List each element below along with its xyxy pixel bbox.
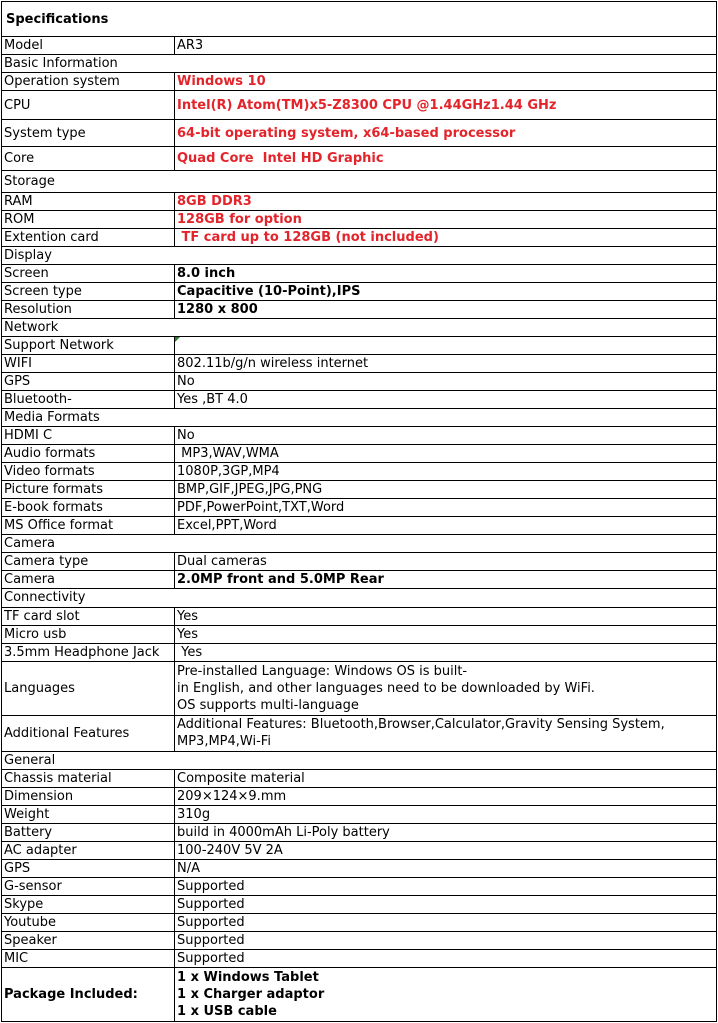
spec-label: WIFI (2, 355, 175, 373)
spec-value-text: No (177, 428, 195, 444)
specifications-table (1, 1, 717, 1022)
spec-value-line: in English, and other languages need to be downloaded by WiFi. (177, 680, 595, 696)
spec-row (2, 391, 717, 409)
spec-row (2, 607, 717, 625)
spec-value (175, 913, 717, 931)
spec-label: Audio formats (2, 445, 175, 463)
spec-value-text: PDF,PowerPoint,TXT,Word (177, 500, 345, 516)
spec-value-text: 209×124×9.mm (177, 788, 287, 804)
spec-label: Screen type (2, 283, 175, 301)
section-heading: Display (2, 247, 717, 265)
spec-row (2, 661, 717, 715)
spec-row (2, 463, 717, 481)
section-row (2, 751, 717, 769)
spec-label: Model (2, 37, 175, 55)
spec-label: MIC (2, 949, 175, 967)
spec-value-text: 1280 x 800 (177, 302, 258, 318)
section-row (2, 589, 717, 607)
table-title: Specifications (2, 2, 717, 37)
spec-value (175, 445, 717, 463)
spec-value (175, 373, 717, 391)
spec-row (2, 841, 717, 859)
spec-row (2, 445, 717, 463)
spec-row (2, 481, 717, 499)
spec-label: Bluetooth- (2, 391, 175, 409)
spec-value (175, 625, 717, 643)
spec-value (175, 769, 717, 787)
spec-value-text: build in 4000mAh Li-Poly battery (177, 824, 390, 840)
spec-value (175, 355, 717, 373)
spec-row (2, 337, 717, 355)
spec-value (175, 211, 717, 229)
spec-row (2, 301, 717, 319)
spec-row (2, 229, 717, 247)
spec-value (175, 283, 717, 301)
spec-value (175, 571, 717, 589)
spec-value (175, 427, 717, 445)
spec-value-text: Quad Core Intel HD Graphic (177, 151, 384, 167)
spec-label: Languages (2, 661, 175, 715)
spec-value-line: Additional Features: Bluetooth,Browser,Calculator,Gravity Sensing System, (177, 717, 665, 733)
spec-value-line: MP3,MP4,Wi-Fi (177, 734, 271, 750)
spec-row (2, 147, 717, 171)
spec-row (2, 283, 717, 301)
spec-label: AC adapter (2, 841, 175, 859)
spec-row (2, 625, 717, 643)
spec-label: Additional Features (2, 715, 175, 751)
spec-value (175, 805, 717, 823)
spec-value (175, 643, 717, 661)
spec-value (175, 553, 717, 571)
spec-label: MS Office format (2, 517, 175, 535)
section-heading: Network (2, 319, 717, 337)
spec-value-text: 2.0MP front and 5.0MP Rear (177, 572, 384, 588)
spec-label: Youtube (2, 913, 175, 931)
spec-row (2, 823, 717, 841)
spec-row (2, 517, 717, 535)
spec-label: Dimension (2, 787, 175, 805)
spec-value (175, 391, 717, 409)
spec-value-line: Pre-installed Language: Windows OS is built- (177, 663, 468, 679)
spec-label: Camera type (2, 553, 175, 571)
spec-value (175, 787, 717, 805)
spec-row (2, 373, 717, 391)
spec-row (2, 73, 717, 91)
spec-value (175, 120, 717, 147)
spec-row (2, 499, 717, 517)
section-row (2, 55, 717, 73)
spec-row (2, 355, 717, 373)
spec-value (175, 967, 717, 1021)
spec-value-text: 8.0 inch (177, 266, 236, 282)
spec-value-text: Supported (177, 878, 245, 894)
spec-row (2, 91, 717, 120)
section-heading: Storage (2, 171, 717, 193)
spec-value-text: 802.11b/g/n wireless internet (177, 356, 369, 372)
spec-label: Resolution (2, 301, 175, 319)
spec-row (2, 265, 717, 283)
spec-value (175, 823, 717, 841)
spec-label: Support Network (2, 337, 175, 355)
spec-row (2, 967, 717, 1021)
spec-value (175, 895, 717, 913)
spec-value-line: 1 x Windows Tablet (177, 969, 319, 985)
spec-value-line: OS supports multi-language (177, 697, 359, 713)
spec-label: RAM (2, 193, 175, 211)
spec-value (175, 841, 717, 859)
spec-row (2, 571, 717, 589)
cell-comment-marker (175, 337, 180, 342)
spec-label: Screen (2, 265, 175, 283)
spec-value-text: 128GB for option (177, 212, 302, 228)
spec-value-text: Supported (177, 950, 245, 966)
spec-row (2, 427, 717, 445)
spec-value-line: 1 x Charger adaptor (177, 986, 325, 1002)
spec-label: Video formats (2, 463, 175, 481)
spec-row (2, 553, 717, 571)
spec-value-text: Yes (177, 644, 203, 660)
spec-row (2, 120, 717, 147)
spec-row (2, 805, 717, 823)
spec-value (175, 463, 717, 481)
spec-value-text: MP3,WAV,WMA (177, 446, 279, 462)
spec-value-text: 1080P,3GP,MP4 (177, 464, 280, 480)
spec-value-text: 8GB DDR3 (177, 194, 252, 210)
spec-value (175, 147, 717, 171)
spec-value-text: Yes (177, 608, 198, 624)
section-heading: General (2, 751, 717, 769)
spec-label: 3.5mm Headphone Jack (2, 643, 175, 661)
spec-label: Camera (2, 571, 175, 589)
section-row (2, 409, 717, 427)
specifications-body (2, 2, 717, 1022)
spec-value-text: 310g (177, 806, 211, 822)
spec-row (2, 643, 717, 661)
spec-label: Core (2, 147, 175, 171)
spec-row (2, 787, 717, 805)
spec-value-text: Dual cameras (177, 554, 267, 570)
spec-label: Speaker (2, 931, 175, 949)
spec-row (2, 877, 717, 895)
spec-label: TF card slot (2, 607, 175, 625)
spec-row (2, 859, 717, 877)
section-heading: Connectivity (2, 589, 717, 607)
spec-value-text: 100-240V 5V 2A (177, 842, 283, 858)
spec-value-text: Yes (177, 626, 198, 642)
spec-value (175, 499, 717, 517)
spec-value (175, 607, 717, 625)
spec-value (175, 337, 717, 355)
title-row (2, 2, 717, 37)
spec-value-text: 64-bit operating system, x64-based processor (177, 125, 516, 141)
spec-label: Weight (2, 805, 175, 823)
spec-label: ROM (2, 211, 175, 229)
spec-value-text: Supported (177, 932, 245, 948)
spec-row (2, 715, 717, 751)
spec-value-text: N/A (177, 860, 200, 876)
spec-value (175, 481, 717, 499)
spec-label: GPS (2, 373, 175, 391)
spec-value-text: Capacitive (10-Point),IPS (177, 284, 361, 300)
spec-label: Micro usb (2, 625, 175, 643)
spec-row (2, 931, 717, 949)
spec-value (175, 661, 717, 715)
spec-row (2, 895, 717, 913)
spec-row (2, 211, 717, 229)
spec-value-text: Supported (177, 896, 245, 912)
spec-row (2, 949, 717, 967)
spec-value (175, 73, 717, 91)
spec-label: System type (2, 120, 175, 147)
spec-label: Package Included: (2, 967, 175, 1021)
spec-label: E-book formats (2, 499, 175, 517)
spec-label: Extention card (2, 229, 175, 247)
section-heading: Media Formats (2, 409, 717, 427)
spec-label: CPU (2, 91, 175, 120)
spec-value (175, 37, 717, 55)
spec-row (2, 193, 717, 211)
spec-row (2, 769, 717, 787)
spec-value (175, 949, 717, 967)
spec-value-text: Intel(R) Atom(TM)x5-Z8300 CPU @1.44GHz1.44 GHz (177, 97, 557, 113)
spec-value-text: Windows 10 (177, 74, 266, 90)
spec-value (175, 91, 717, 120)
spec-value (175, 301, 717, 319)
section-row (2, 319, 717, 337)
section-row (2, 535, 717, 553)
spec-value (175, 715, 717, 751)
section-row (2, 247, 717, 265)
spec-value-text: BMP,GIF,JPEG,JPG,PNG (177, 482, 323, 498)
spec-row (2, 913, 717, 931)
spec-label: GPS (2, 859, 175, 877)
spec-label: G-sensor (2, 877, 175, 895)
spec-label: Operation system (2, 73, 175, 91)
spec-value (175, 229, 717, 247)
spec-value-text: Composite material (177, 770, 305, 786)
spec-value (175, 859, 717, 877)
section-heading: Basic Information (2, 55, 717, 73)
spec-label: HDMI C (2, 427, 175, 445)
spec-value-text: Yes ,BT 4.0 (177, 392, 248, 408)
spec-value (175, 193, 717, 211)
spec-value-text: TF card up to 128GB (not included) (177, 230, 439, 246)
spec-value-text: AR3 (177, 38, 204, 54)
spec-value (175, 931, 717, 949)
spec-label: Skype (2, 895, 175, 913)
spec-value (175, 265, 717, 283)
spec-label: Chassis material (2, 769, 175, 787)
section-row (2, 171, 717, 193)
spec-value (175, 877, 717, 895)
spec-value (175, 517, 717, 535)
spec-label: Battery (2, 823, 175, 841)
spec-value-text: Excel,PPT,Word (177, 518, 277, 534)
spec-value-text: No (177, 374, 195, 390)
section-heading: Camera (2, 535, 717, 553)
spec-value-text: Supported (177, 914, 245, 930)
spec-label: Picture formats (2, 481, 175, 499)
spec-row (2, 37, 717, 55)
spec-value-line: 1 x USB cable (177, 1003, 277, 1019)
